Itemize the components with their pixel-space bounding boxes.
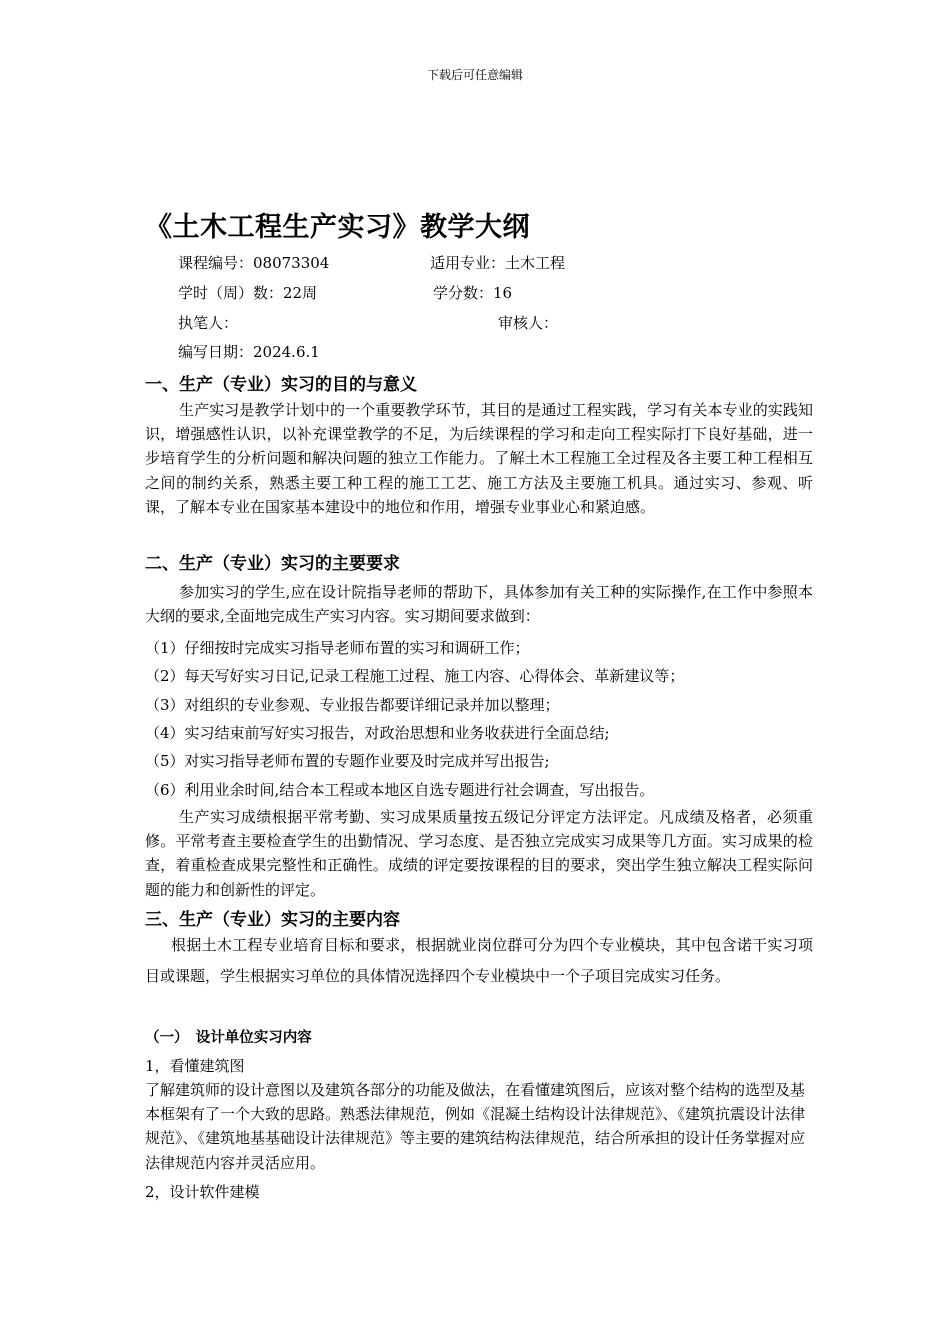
course-code: 课程编号：08073304 [178,254,330,272]
design-unit-subheading: （一） 设计单位实习内容 [145,1029,312,1046]
compile-date: 编写日期：2024.6.1 [178,343,320,361]
item-2-title: 2，设计软件建模 [145,1183,260,1201]
section-3-heading: 三、生产（专业）实习的主要内容 [145,910,400,930]
section-3-intro: 根据土木工程专业培育目标和要求，根据就业岗位群可分为四个专业模块，其中包含诺干实习项目或课题，学生根据实习单位的具体情况选择四个专业模块中一个子项目完成实习任务。 [145,936,813,985]
list-item: （3）对组织的专业参观、专业报告都要详细记录并加以整理； [145,696,560,714]
list-item: （2）每天写好实习日记,记录工程施工过程、施工内容、心得体会、革新建议等； [145,667,685,685]
applicable-major: 适用专业：土木工程 [430,254,566,272]
document-title: 《土木工程生产实习》教学大纲 [145,212,530,243]
grading-paragraph: 生产实习成绩根据平常考勤、实习成果质量按五级记分评定方法评定。凡成绩及格者，必须重修。平常考查主要检查学生的出勤情况、学习态度、是否独立完成实习成果等几方面。实习成果的检查，着重检查成果完整性和正确性。成绩的评定要按课程的目的要求，突出学生独立解决工程实际问题的能力和创新性的评定。 [145,808,813,899]
list-item: （6）利用业余时间,结合本工程或本地区自选专题进行社会调查，写出报告。 [145,781,655,799]
section-1-heading: 一、生产（专业）实习的目的与意义 [145,375,417,395]
list-item: （1）仔细按时完成实习指导老师布置的实习和调研工作； [145,639,530,657]
list-item: （5）对实习指导老师布置的专题作业要及时完成并写出报告; [145,752,550,770]
list-item: （4）实习结束前写好实习报告，对政治思想和业务收获进行全面总结; [145,724,610,742]
course-hours: 学时（周）数：22周 [178,284,318,302]
section-2-intro: 参加实习的学生,应在设计院指导老师的帮助下，具体参加有关工种的实际操作,在工作中参照本大纲的要求,全面地完成生产实习内容。实习期间要求做到： [145,583,813,626]
course-credits: 学分数：16 [433,284,513,302]
header-note: 下载后可任意编辑 [426,68,523,82]
item-1-text: 了解建筑师的设计意图以及建筑各部分的功能及做法，在看懂建筑图后，应该对整个结构的选型及基本框架有了一个大致的思路。熟悉法律规范，例如《混凝土结构设计法律规范》、《建筑抗震设计法律规范》、《建筑地基基础设计法律规范》等主要的建筑结构法律规范，结合所承担的设计任务掌握对应法律规范内容并灵活应用。 [145,1081,806,1172]
item-1-title: 1，看懂建筑图 [145,1057,245,1075]
reviewer-label: 审核人： [498,314,559,332]
section-1-paragraph: 生产实习是教学计划中的一个重要教学环节，其目的是通过工程实践，学习有关本专业的实践知识，增强感性认识，以补充课堂教学的不足，为后续课程的学习和走向工程实际打下良好基础，进一步培育学生的分析问题和解决问题的独立工作能力。了解土木工程施工全过程及各主要工种工程相互之间的制约关系，熟悉主要工种工程的施工工艺、施工方法及主要施工机具。通过实习、参观、听课，了解本专业在国家基本建设中的地位和作用，增强专业事业心和紧迫感。 [145,401,813,516]
section-2-heading: 二、生产（专业）实习的主要要求 [145,554,400,574]
author-label: 执笔人： [178,314,239,332]
